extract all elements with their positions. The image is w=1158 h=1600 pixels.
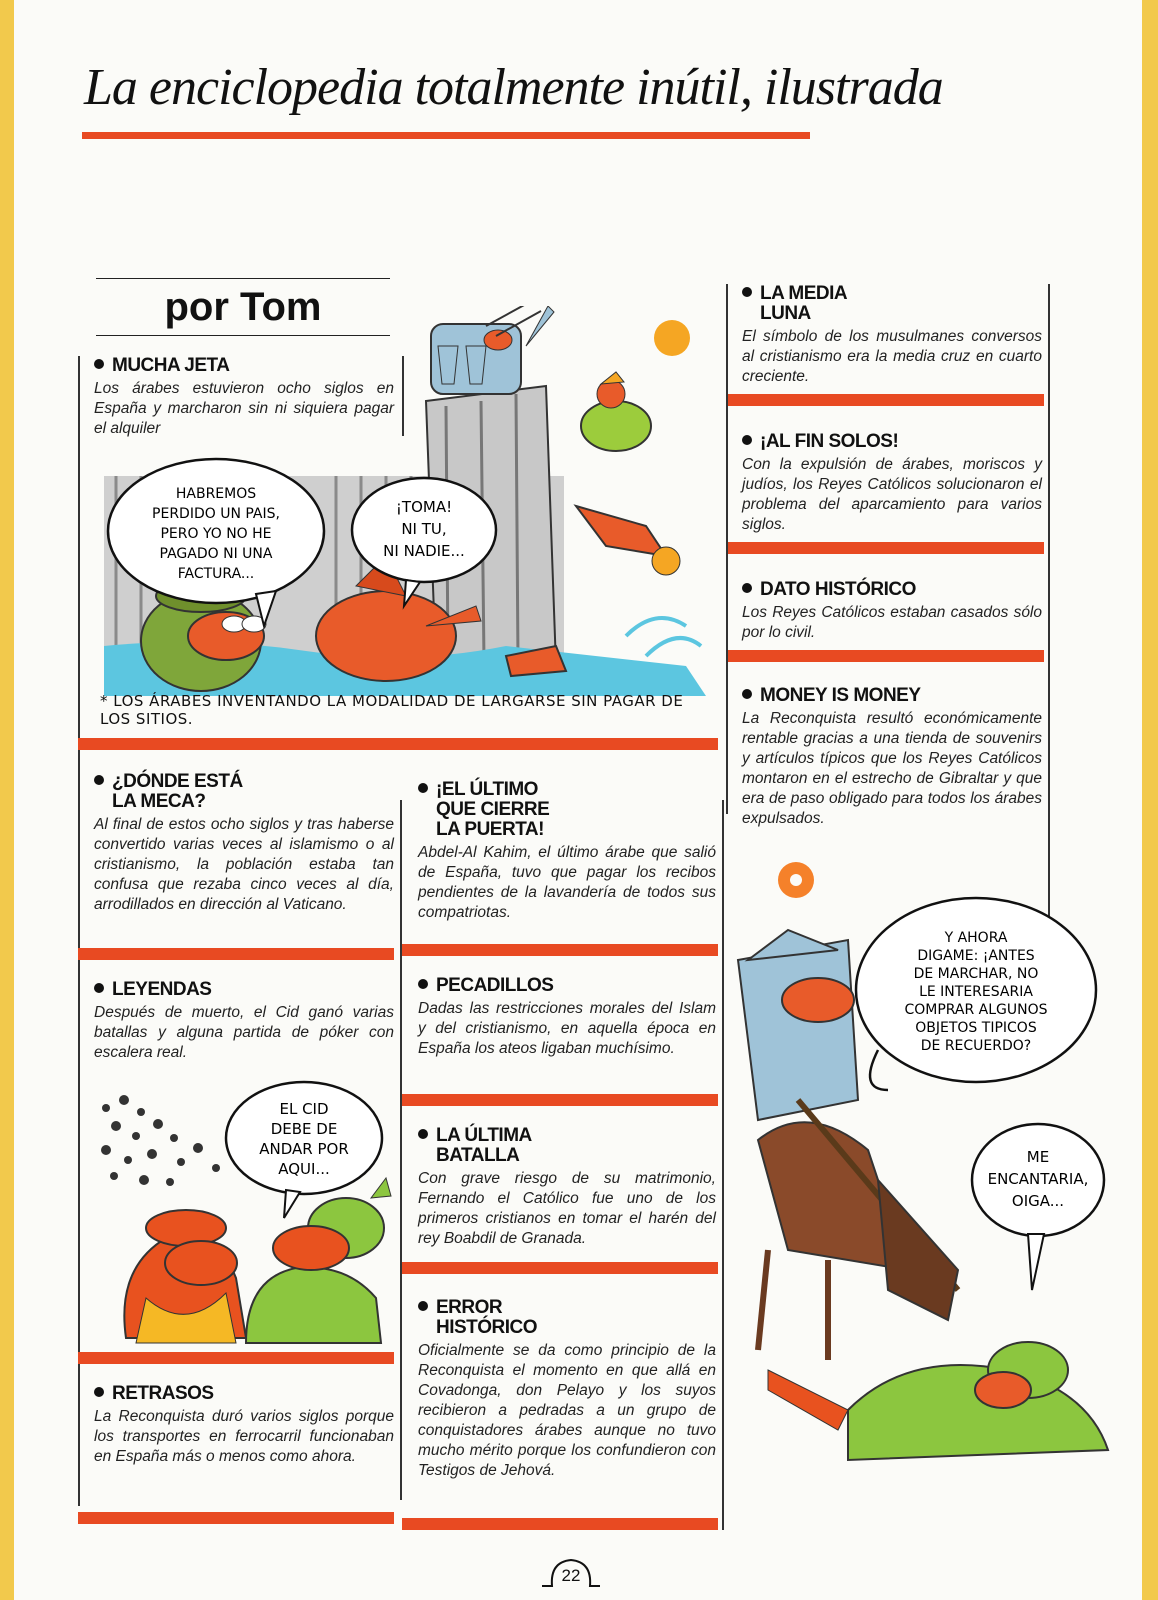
article-text: La Reconquista resultó económicamente rentable gracias a una tienda de souvenirs y artículos típicos que los Reyes Católicos montaron en el estrecho de Gibraltar y que era de paso obligado para todos los árabes expulsados. bbox=[742, 710, 1042, 827]
section-divider bbox=[728, 650, 1044, 662]
arab-green-figure bbox=[246, 1178, 391, 1343]
bubble-text-line: ME bbox=[1026, 1148, 1050, 1166]
comic-illustration bbox=[86, 306, 726, 726]
speech-bubble-cid bbox=[226, 1082, 382, 1218]
author-credit: por Tom bbox=[164, 285, 322, 329]
section-divider bbox=[728, 394, 1044, 406]
bubble-text-line: PAGADO NI UNA bbox=[159, 546, 273, 562]
section-divider bbox=[402, 1518, 718, 1530]
page-number bbox=[536, 1556, 606, 1590]
right-column-right-rule bbox=[1048, 284, 1050, 934]
bullet-icon bbox=[94, 1387, 104, 1397]
bullet-icon bbox=[742, 435, 752, 445]
title-underline bbox=[82, 132, 810, 139]
article-text: Abdel-Al Kahim, el último árabe que salió de España, tuvo que pagar los recibos pendientes de la lavandería de todos sus compatriotas. bbox=[418, 844, 716, 921]
middle-column-rule bbox=[400, 800, 402, 1500]
bubble-text-line: NI NADIE... bbox=[383, 542, 465, 560]
comic-illustration bbox=[728, 850, 1128, 1490]
bubble-text-line: ANDAR POR bbox=[259, 1140, 349, 1158]
soldiers-on-cliff bbox=[431, 306, 554, 394]
article-title: ¡AL FIN SOLOS! bbox=[742, 432, 1042, 452]
bubble-text-line: ¡TOMA! bbox=[395, 498, 453, 516]
bullet-icon bbox=[94, 983, 104, 993]
section-divider bbox=[402, 1262, 718, 1274]
bullet-icon bbox=[418, 783, 428, 793]
article-title: LEYENDAS bbox=[94, 980, 394, 1000]
article-title: DATO HISTÓRICO bbox=[742, 580, 1042, 600]
bubble-text-line: OBJETOS TIPICOS bbox=[915, 1020, 1037, 1036]
bubble-text-line: DE RECUERDO? bbox=[920, 1038, 1032, 1054]
bullet-icon bbox=[418, 1301, 428, 1311]
page-number-text: 22 bbox=[561, 1566, 581, 1585]
bubble-text-line: COMPRAR ALGUNOS bbox=[904, 1002, 1048, 1018]
article-text: Con la expulsión de árabes, moriscos y judíos, los Reyes Católicos solucionaron el problema del aparcamiento para varios siglos. bbox=[742, 456, 1042, 533]
article-leyendas bbox=[94, 980, 394, 1063]
article-text: Los Reyes Católicos estaban casados sólo por lo civil. bbox=[742, 604, 1042, 641]
article-ultima-batalla bbox=[418, 1126, 716, 1249]
article-text: El símbolo de los musulmanes conversos al cristianismo era la media cruz en cuarto creciente. bbox=[742, 328, 1042, 385]
section-divider bbox=[402, 944, 718, 956]
article-title: ERROR HISTÓRICO bbox=[418, 1298, 716, 1338]
comic-panel-arabs-leaving bbox=[86, 306, 726, 726]
bubble-text-line: HABREMOS bbox=[175, 486, 257, 502]
page bbox=[14, 0, 1142, 1600]
bullet-icon bbox=[742, 583, 752, 593]
bullet-icon bbox=[418, 1129, 428, 1139]
bubble-text-line: AQUI... bbox=[278, 1160, 330, 1178]
article-error-historico bbox=[418, 1298, 716, 1481]
article-text: Después de muerto, el Cid ganó varias batallas y alguna partida de póker con escalera real. bbox=[94, 1004, 394, 1061]
section-divider bbox=[728, 542, 1044, 554]
bubble-text-line: DEBE DE bbox=[270, 1120, 338, 1138]
article-retrasos bbox=[94, 1384, 394, 1467]
article-text: Con grave riesgo de su matrimonio, Fernando el Católico fue uno de los primeros cristianos en tomar el harén del rey Boabdil de Granada. bbox=[418, 1170, 716, 1247]
falling-figure-green bbox=[581, 372, 651, 451]
article-title: MUCHA JETA bbox=[94, 356, 394, 376]
bullet-icon bbox=[418, 979, 428, 989]
article-title: LA MEDIA LUNA bbox=[742, 284, 1042, 324]
section-divider bbox=[402, 1094, 718, 1106]
comic-panel-cid bbox=[86, 1078, 396, 1348]
bubble-text-line: ENCANTARIA, bbox=[987, 1170, 1089, 1188]
article-dato-historico bbox=[742, 580, 1042, 643]
article-money bbox=[742, 686, 1042, 829]
bubble-text-line: PERO YO NO HE bbox=[160, 526, 272, 542]
article-ultimo-puerta bbox=[418, 780, 716, 923]
article-title: ¡EL ÚLTIMO QUE CIERRE LA PUERTA! bbox=[418, 780, 716, 840]
article-title: RETRASOS bbox=[94, 1384, 394, 1404]
article-title: ¿DÓNDE ESTÁ LA MECA? bbox=[94, 772, 394, 812]
section-divider bbox=[78, 1512, 394, 1524]
bullet-icon bbox=[742, 689, 752, 699]
speech-bubble-seller bbox=[856, 898, 1096, 1090]
dotted-cloud bbox=[101, 1095, 220, 1186]
bubble-text-line: DIGAME: ¡ANTES bbox=[917, 948, 1035, 964]
article-pecadillos bbox=[418, 976, 716, 1059]
article-title: LA ÚLTIMA BATALLA bbox=[418, 1126, 716, 1166]
bullet-icon bbox=[94, 775, 104, 785]
article-media-luna bbox=[742, 284, 1042, 387]
section-divider bbox=[78, 1352, 394, 1364]
bubble-text-line: DE MARCHAR, NO bbox=[913, 966, 1039, 982]
page-title: La enciclopedia totalmente inútil, ilustrada bbox=[84, 59, 943, 116]
section-divider bbox=[78, 948, 394, 960]
arab-on-ground bbox=[768, 1342, 1108, 1460]
bullet-icon bbox=[742, 287, 752, 297]
article-title: PECADILLOS bbox=[418, 976, 716, 996]
arab-red-figure bbox=[124, 1210, 246, 1343]
article-text: La Reconquista duró varios siglos porque los transportes en ferrocarril funcionaban en España más o menos como ahora. bbox=[94, 1408, 394, 1465]
article-al-fin-solos bbox=[742, 432, 1042, 535]
bubble-text-line: Y AHORA bbox=[944, 930, 1008, 946]
comic-panel-souvenirs bbox=[728, 850, 1128, 1490]
article-text: Los árabes estuvieron ocho siglos en España y marcharon sin ni siquiera pagar el alquiler bbox=[94, 380, 394, 437]
section-divider bbox=[78, 738, 718, 750]
bubble-text-line: FACTURA... bbox=[177, 566, 255, 582]
middle-right-column-rule bbox=[722, 800, 724, 1530]
bubble-text-line: NI TU, bbox=[401, 520, 447, 538]
left-column-rule bbox=[78, 356, 80, 1506]
comic-illustration bbox=[86, 1078, 396, 1348]
article-text: Dadas las restricciones morales del Islam y del cristianismo, en aquella época en España los ateos ligaban muchísimo. bbox=[418, 1000, 716, 1057]
falling-figure-orange bbox=[576, 506, 680, 575]
bubble-text-line: PERDIDO UN PAIS, bbox=[152, 506, 280, 522]
article-text: Oficialmente se da como principio de la Reconquista el momento en que allá en Covadonga, don Pelayo y los suyos recibieron a pedradas a un grupo de conquistadores árabes aunque no tuvo mucho mérito porque los confundieron con Testigos de Jehová. bbox=[418, 1342, 716, 1479]
bubble-text-line: EL CID bbox=[279, 1100, 329, 1118]
bubble-text-line: OIGA... bbox=[1011, 1192, 1065, 1210]
speech-bubble-arab bbox=[972, 1124, 1104, 1290]
article-title: MONEY IS MONEY bbox=[742, 686, 1042, 706]
bubble-text-line: LE INTERESARIA bbox=[919, 984, 1033, 1000]
article-donde-meca bbox=[94, 772, 394, 915]
sun bbox=[654, 320, 690, 356]
comic-caption: * LOS ÁRABES INVENTANDO LA MODALIDAD DE LARGARSE SIN PAGAR DE LOS SITIOS. bbox=[100, 692, 684, 728]
article-text: Al final de estos ocho siglos y tras haberse convertido varias veces al islamismo o al cristianismo, la población estaba tan confusa que rezaba cinco veces al día, arrodillados en dirección al Vaticano. bbox=[94, 816, 394, 913]
